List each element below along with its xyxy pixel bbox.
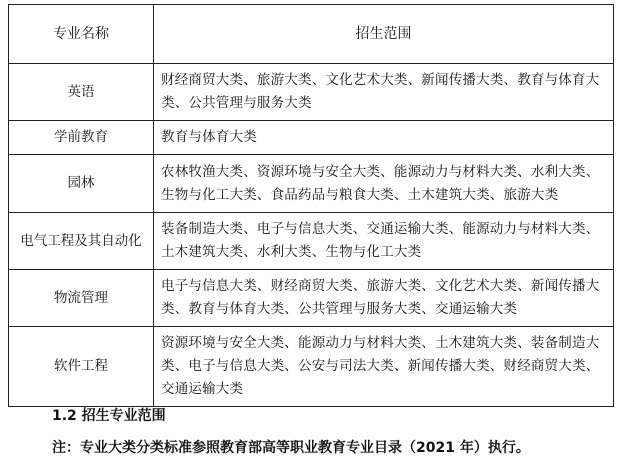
table-row <box>9 213 614 270</box>
scope-cell: 农林牧渔大类、资源环境与安全大类、能源动力与材料大类、水利大类、生物与化工大类、食品药品与粮食大类、土木建筑大类、旅游大类 <box>154 155 614 213</box>
table-row <box>9 64 614 121</box>
table-header-row <box>9 5 614 64</box>
table-row <box>9 327 614 407</box>
major-name-cell: 学前教育 <box>9 121 154 155</box>
majors-table <box>8 4 614 407</box>
table-row <box>9 121 614 155</box>
major-name-cell: 园林 <box>9 155 154 213</box>
table-row <box>9 270 614 327</box>
header-enrollment-scope: 招生范围 <box>154 5 614 64</box>
major-name-cell: 电气工程及其自动化 <box>9 213 154 270</box>
scope-cell: 资源环境与安全大类、能源动力与材料大类、土木建筑大类、装备制造大类、电子与信息大类、公安与司法大类、新闻传播大类、财经商贸大类、交通运输大类 <box>154 327 614 407</box>
major-name-cell: 英语 <box>9 64 154 121</box>
scope-cell: 教育与体育大类 <box>154 121 614 155</box>
major-name-cell: 物流管理 <box>9 270 154 327</box>
footnote: 注：专业大类分类标准参照教育部高等职业教育专业目录（2021 年）执行。 <box>52 440 530 456</box>
scope-cell: 装备制造大类、电子与信息大类、交通运输大类、能源动力与材料大类、土木建筑大类、水利大类、生物与化工大类 <box>154 213 614 270</box>
header-major-name: 专业名称 <box>9 5 154 64</box>
scope-cell: 财经商贸大类、旅游大类、文化艺术大类、新闻传播大类、教育与体育大类、公共管理与服务大类 <box>154 64 614 121</box>
scope-cell: 电子与信息大类、财经商贸大类、旅游大类、文化艺术大类、新闻传播大类、教育与体育大类、公共管理与服务大类、交通运输大类 <box>154 270 614 327</box>
section-heading: 1.2 招生专业范围 <box>52 408 166 424</box>
major-name-cell: 软件工程 <box>9 327 154 407</box>
table-row <box>9 155 614 213</box>
